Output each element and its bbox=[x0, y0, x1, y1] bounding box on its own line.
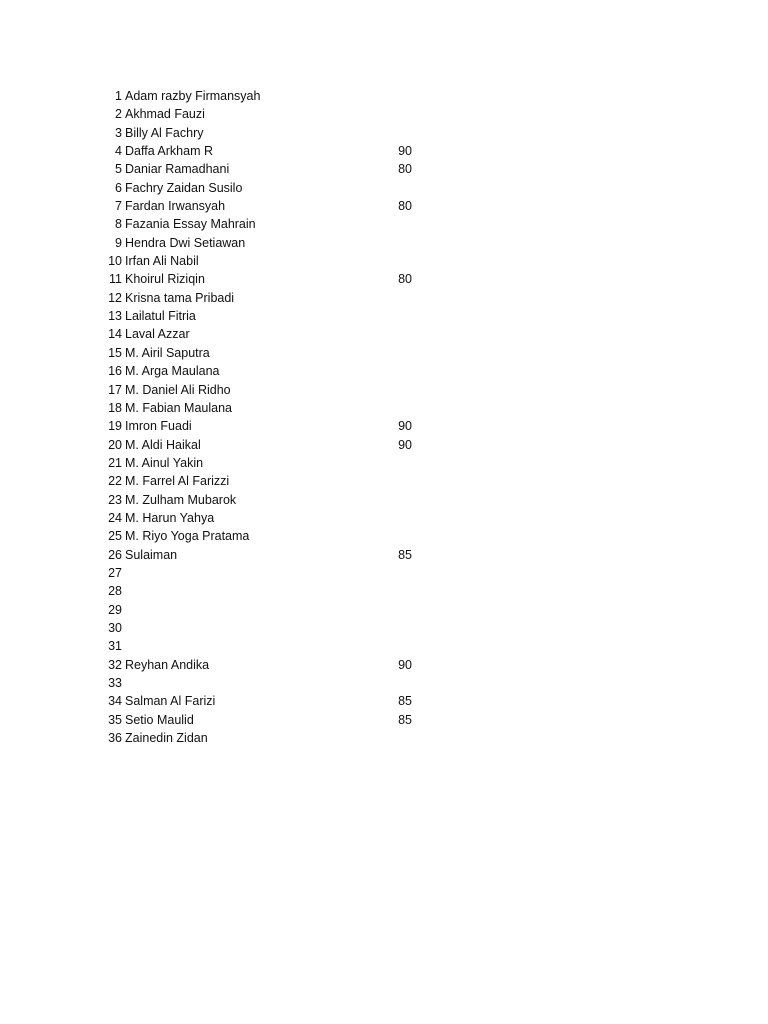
row-number: 17 bbox=[108, 382, 122, 397]
student-name: Reyhan Andika bbox=[125, 657, 210, 672]
student-name: Krisna tama Pribadi bbox=[125, 290, 235, 305]
list-row bbox=[0, 307, 768, 325]
student-name: M. Daniel Ali Ridho bbox=[125, 382, 231, 397]
row-number: 4 bbox=[115, 144, 122, 159]
list-row bbox=[0, 142, 768, 160]
row-number: 21 bbox=[108, 455, 122, 470]
list-row bbox=[0, 105, 768, 123]
row-number: 23 bbox=[108, 492, 122, 507]
row-number: 8 bbox=[115, 217, 122, 232]
list-row bbox=[0, 362, 768, 380]
student-score-list bbox=[0, 87, 768, 747]
list-row bbox=[0, 637, 768, 655]
student-score: 90 bbox=[398, 419, 412, 434]
row-number: 27 bbox=[108, 565, 122, 580]
row-number: 32 bbox=[108, 657, 122, 672]
list-row bbox=[0, 197, 768, 215]
student-name: Sulaiman bbox=[125, 547, 178, 562]
student-name: M. Aldi Haikal bbox=[125, 437, 201, 452]
student-name: M. Fabian Maulana bbox=[125, 400, 233, 415]
list-row bbox=[0, 491, 768, 509]
student-name: M. Zulham Mubarok bbox=[125, 492, 237, 507]
list-row bbox=[0, 436, 768, 454]
list-row bbox=[0, 417, 768, 435]
student-score: 90 bbox=[398, 657, 412, 672]
list-row bbox=[0, 729, 768, 747]
student-name: Fardan Irwansyah bbox=[125, 199, 226, 214]
student-name: Adam razby Firmansyah bbox=[125, 89, 261, 103]
list-row bbox=[0, 160, 768, 178]
row-number: 29 bbox=[108, 602, 122, 617]
list-row bbox=[0, 601, 768, 619]
row-number: 7 bbox=[115, 199, 122, 214]
row-number: 20 bbox=[108, 437, 122, 452]
row-number: 5 bbox=[115, 162, 122, 177]
list-row bbox=[0, 619, 768, 637]
list-row bbox=[0, 87, 768, 105]
row-number: 12 bbox=[108, 290, 122, 305]
list-row bbox=[0, 289, 768, 307]
list-row bbox=[0, 582, 768, 600]
row-number: 15 bbox=[108, 345, 122, 360]
list-row bbox=[0, 344, 768, 362]
row-number: 2 bbox=[115, 107, 122, 122]
row-number: 13 bbox=[108, 309, 122, 324]
row-number: 19 bbox=[108, 419, 122, 434]
row-number: 16 bbox=[108, 364, 122, 379]
student-score: 90 bbox=[398, 437, 412, 452]
student-score: 90 bbox=[398, 144, 412, 159]
student-name: Fazania Essay Mahrain bbox=[125, 217, 256, 232]
row-number: 31 bbox=[108, 639, 122, 654]
row-number: 25 bbox=[108, 529, 122, 544]
student-name: Akhmad Fauzi bbox=[125, 107, 205, 122]
list-row bbox=[0, 252, 768, 270]
student-name: Daffa Arkham R bbox=[125, 144, 214, 159]
list-row bbox=[0, 179, 768, 197]
row-number: 18 bbox=[108, 400, 122, 415]
student-name: M. Arga Maulana bbox=[125, 364, 220, 379]
row-number: 9 bbox=[115, 235, 122, 250]
list-row bbox=[0, 674, 768, 692]
row-number: 1 bbox=[115, 89, 122, 103]
row-number: 24 bbox=[108, 510, 122, 525]
student-name: M. Riyo Yoga Pratama bbox=[125, 529, 250, 544]
student-name: M. Farrel Al Farizzi bbox=[125, 474, 230, 489]
row-number: 22 bbox=[108, 474, 122, 489]
list-row bbox=[0, 325, 768, 343]
student-score: 85 bbox=[398, 712, 412, 727]
list-row bbox=[0, 399, 768, 417]
row-number: 30 bbox=[108, 620, 122, 635]
student-name: Laval Azzar bbox=[125, 327, 190, 342]
student-name: Daniar Ramadhani bbox=[125, 162, 230, 177]
student-name: Salman Al Farizi bbox=[125, 694, 216, 709]
student-score: 80 bbox=[398, 272, 412, 287]
student-score: 85 bbox=[398, 694, 412, 709]
student-name: Fachry Zaidan Susilo bbox=[125, 180, 243, 195]
list-row bbox=[0, 381, 768, 399]
list-row bbox=[0, 454, 768, 472]
row-number: 6 bbox=[115, 180, 122, 195]
student-name: M. Harun Yahya bbox=[125, 510, 215, 525]
list-row bbox=[0, 656, 768, 674]
student-score: 85 bbox=[398, 547, 412, 562]
student-score: 80 bbox=[398, 162, 412, 177]
row-number: 36 bbox=[108, 731, 122, 746]
list-row bbox=[0, 270, 768, 288]
list-row bbox=[0, 234, 768, 252]
list-row bbox=[0, 509, 768, 527]
student-name: Zainedin Zidan bbox=[125, 731, 208, 746]
row-number: 14 bbox=[108, 327, 122, 342]
student-name: Lailatul Fitria bbox=[125, 309, 196, 324]
student-name: Imron Fuadi bbox=[125, 419, 192, 434]
list-row bbox=[0, 124, 768, 142]
row-number: 10 bbox=[108, 254, 122, 269]
student-name: M. Ainul Yakin bbox=[125, 455, 204, 470]
row-number: 11 bbox=[109, 272, 122, 287]
student-name: Khoirul Riziqin bbox=[125, 272, 205, 287]
row-number: 3 bbox=[115, 125, 122, 140]
list-row bbox=[0, 215, 768, 233]
row-number: 35 bbox=[108, 712, 122, 727]
student-name: Irfan Ali Nabil bbox=[125, 254, 199, 269]
list-row bbox=[0, 692, 768, 710]
student-score: 80 bbox=[398, 199, 412, 214]
list-row bbox=[0, 527, 768, 545]
list-row bbox=[0, 711, 768, 729]
row-number: 28 bbox=[108, 584, 122, 599]
list-row bbox=[0, 472, 768, 490]
row-number: 34 bbox=[108, 694, 122, 709]
row-number: 33 bbox=[108, 676, 122, 690]
list-row bbox=[0, 546, 768, 564]
student-name: M. Airil Saputra bbox=[125, 345, 210, 360]
student-name: Setio Maulid bbox=[125, 712, 194, 727]
list-row bbox=[0, 564, 768, 582]
student-name: Hendra Dwi Setiawan bbox=[125, 235, 246, 250]
row-number: 26 bbox=[108, 547, 122, 562]
student-name: Billy Al Fachry bbox=[125, 125, 204, 140]
